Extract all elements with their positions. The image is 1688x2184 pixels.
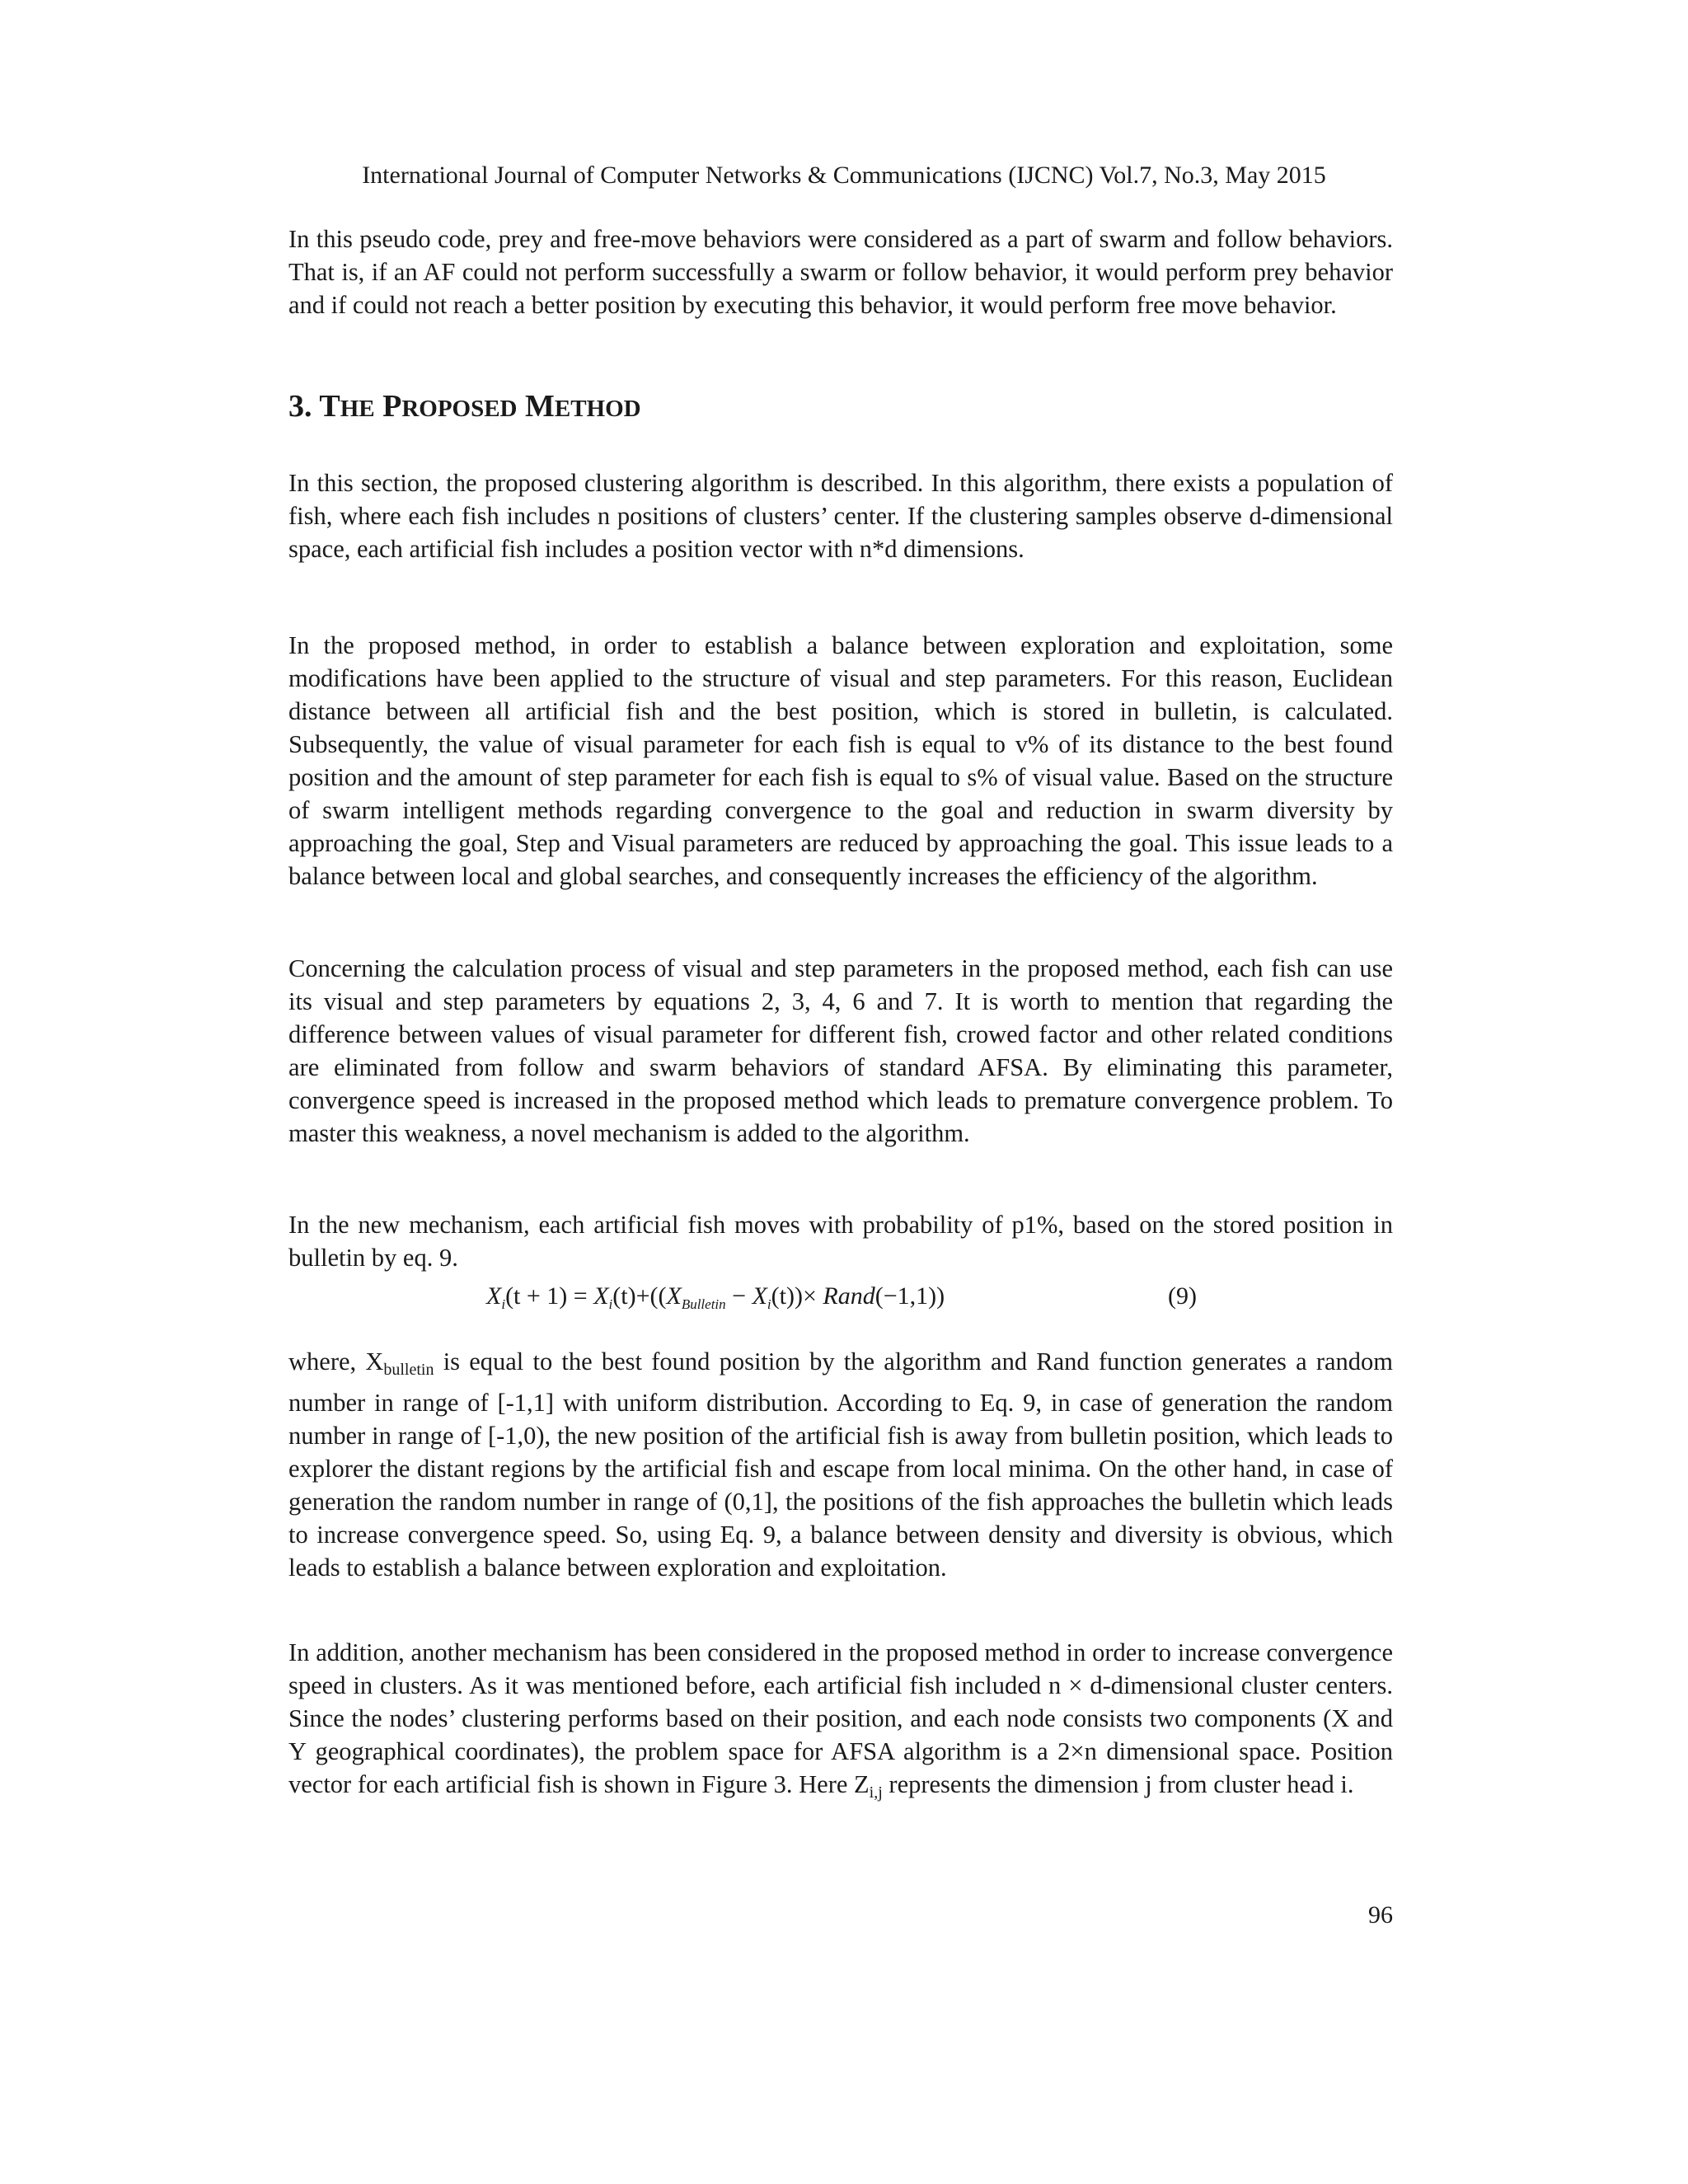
paragraph-method-intro: In this section, the proposed clustering algorithm is described. In this algorithm, there exists a population of fish, where each fish includes n positions of clusters’ center. If the clustering samples observe d-dimensional space, each artificial fish includes a position vector with n*d dimensions. — [288, 469, 1393, 563]
heading-word-2-cap: P — [374, 389, 402, 424]
heading-word-1-rest: HE — [340, 396, 375, 422]
page-number: 96 — [1368, 1901, 1393, 1929]
eq-sub-i-2: i — [608, 1296, 613, 1312]
section-number: 3. — [288, 389, 320, 424]
p6-rest: is equal to the best found position by the algorithm and Rand function generates a random number in range of [-1,1] with uniform distribution. According to Eq. 9, in case of generation the random number in range of [-1,0), the new position of the artificial fish is away from bulletin position, which leads to explorer the distant regions by the artificial fish and escape from local minima. On the other hand, in case of generation the random number in range of (0,1], the positions of the fish approaches the bulletin which leads to increase convergence speed. So, using Eq. 9, a balance between density and diversity is obvious, which leads to establish a balance between exploration and exploitation. — [288, 1347, 1393, 1582]
eq-minus: − — [725, 1282, 753, 1310]
eq-t-plus-1: (t + 1) = — [505, 1282, 594, 1310]
eq-sub-i: i — [501, 1296, 506, 1312]
eq-rand: Rand — [823, 1282, 875, 1310]
eq-sub-i-3: i — [767, 1296, 771, 1312]
eq-vector-x-2: X — [593, 1282, 609, 1310]
eq-vector-x: X — [486, 1282, 502, 1310]
heading-word-1-cap: T — [319, 389, 340, 424]
heading-word-2-rest: ROPOSED — [401, 396, 518, 422]
paragraph-visual-step-params: In the proposed method, in order to establish a balance between exploration and exploitation, some modifications have been applied to the structure of visual and step parameters. For this reason, Euclidean distance between all artificial fish and the best position, which is stored in bulletin, is calculated. Subsequently, the value of visual parameter for each fish is equal to v% of its distance to the best found position and the amount of step parameter for each fish is equal to s% of visual value. Based on the structure of swarm intelligent methods regarding convergence to the goal and reduction in swarm diversity by approaching the goal, Step and Visual parameters are reduced by approaching the goal. This issue leads to a balance between local and global searches, and consequently increases the efficiency of the algorithm. — [288, 631, 1393, 890]
paragraph-calculation-process: Concerning the calculation process of visual and step parameters in the proposed method, each fish can use its visual and step parameters by equations 2, 3, 4, 6 and 7. It is worth to mention that regarding the difference between values of visual parameter for different fish, crowed factor and other related conditions are eliminated from follow and swarm behaviors of standard AFSA. By eliminating this parameter, convergence speed is increased in the proposed method which leads to premature convergence problem. To master this weakness, a novel mechanism is added to the algorithm. — [288, 954, 1393, 1147]
eq-range: (−1,1)) — [874, 1282, 945, 1310]
heading-word-3-cap: M — [517, 389, 555, 424]
paragraph-additional-mechanism — [288, 1636, 1393, 1809]
eq-vector-x-3: X — [752, 1282, 767, 1310]
p7-rest: represents the dimension j from cluster head i. — [882, 1770, 1354, 1798]
section-heading — [288, 387, 641, 428]
paragraph-new-mechanism: In the new mechanism, each artificial fish moves with probability of p1%, based on the stored position in bulletin by eq. 9. — [288, 1211, 1393, 1272]
p7-subscript: i,j — [869, 1783, 883, 1802]
paragraph-pseudo-code-note: In this pseudo code, prey and free-move behaviors were considered as a part of swarm and follow behaviors. That is, if an AF could not perform successfully a swarm or follow behavior, it would perform prey behavior and if could not reach a better position by executing this behavior, it would perform free move behavior. — [288, 225, 1393, 319]
equation-9 — [486, 1280, 945, 1321]
running-head: International Journal of Computer Networks & Communications (IJCNC) Vol.7, No.3, May 2015 — [362, 162, 1326, 189]
equation-number: (9) — [1168, 1282, 1197, 1310]
p6-lead: where, X — [288, 1347, 384, 1376]
heading-word-3-rest: ETHOD — [554, 396, 641, 422]
p6-subscript: bulletin — [383, 1361, 434, 1379]
eq-t: (t)+(( — [612, 1282, 667, 1310]
paragraph-rand-explanation — [288, 1345, 1393, 1584]
eq-vector-x-bulletin: X — [666, 1282, 682, 1310]
p7-lead: In addition, another mechanism has been considered in the proposed method in order to increase convergence speed in clusters. As it was mentioned before, each artificial fish included n × d-dimensional cluster centers. Since the nodes’ clustering performs based on their position, and each node consists two components (X and Y geographical coordinates), the problem space for AFSA algorithm is a 2×n dimensional space. Position vector for each artificial fish is shown in Figure 3. Here Z — [288, 1638, 1393, 1798]
eq-sub-bulletin: Bulletin — [681, 1296, 726, 1312]
eq-t-times: (t))× — [771, 1282, 823, 1310]
